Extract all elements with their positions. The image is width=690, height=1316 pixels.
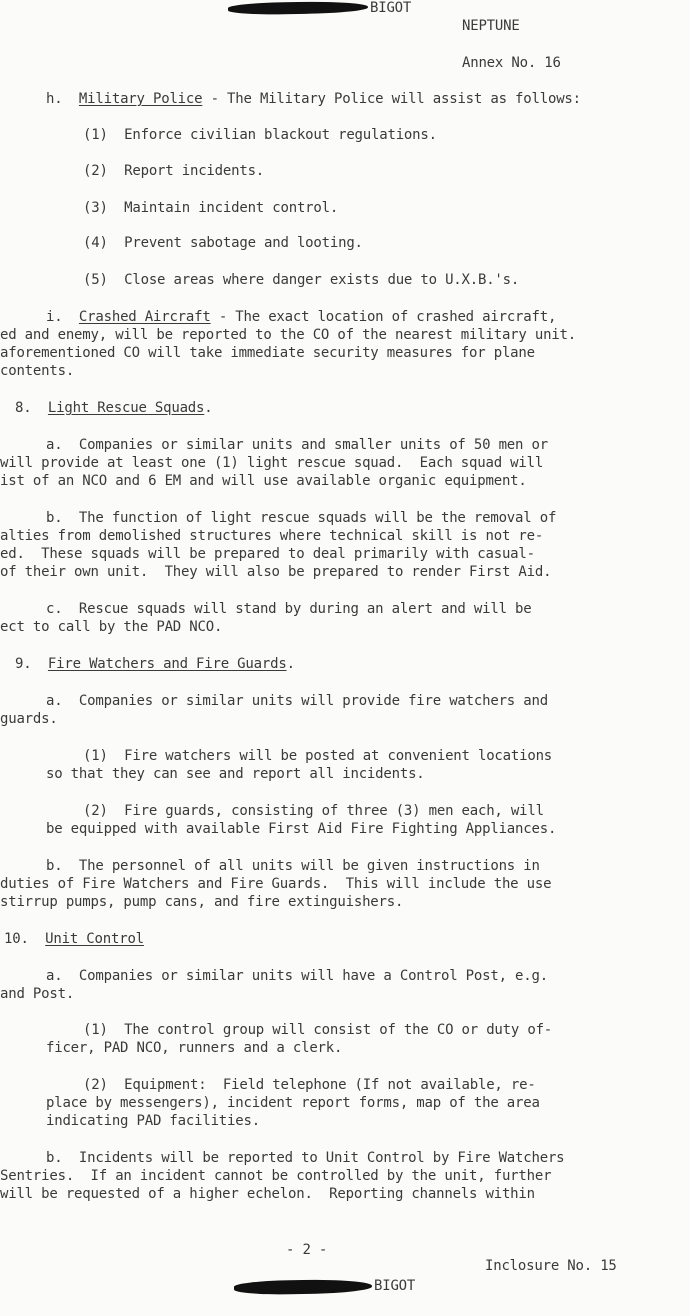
text-run: (2) Report incidents. bbox=[83, 163, 265, 179]
text-line-i-2 bbox=[0, 326, 576, 344]
text-run: of their own unit. They will also be prepared to render First Aid. bbox=[0, 564, 552, 580]
text-line-s9b-2 bbox=[0, 875, 551, 893]
text-run: - The Military Police will assist as follows: bbox=[202, 91, 581, 107]
text-run: - The exact location of crashed aircraft, bbox=[210, 309, 557, 325]
text-run: . bbox=[204, 400, 213, 416]
text-line-s10a-2 bbox=[0, 985, 74, 1003]
text-run: Sentries. If an incident cannot be controlled by the unit, further bbox=[0, 1168, 552, 1184]
text-run: place by messengers), incident report forms, map of the area bbox=[46, 1095, 540, 1111]
text-run: stirrup pumps, pump cans, and fire extinguishers. bbox=[0, 894, 404, 910]
text-run: indicating PAD facilities. bbox=[46, 1113, 260, 1129]
text-line-s9 bbox=[15, 655, 295, 673]
text-run: 10. bbox=[4, 931, 46, 947]
text-line-s9a2-2 bbox=[46, 820, 556, 838]
text-line-h-3 bbox=[83, 199, 338, 217]
text-line-h-2 bbox=[83, 162, 264, 180]
text-line-s8b-4 bbox=[0, 563, 551, 581]
page-number: - 2 - bbox=[286, 1242, 328, 1258]
text-line-s8a-2 bbox=[0, 454, 543, 472]
text-run: a. Companies or similar units will have a Control Post, e.g. bbox=[46, 968, 548, 984]
text-run: a. Companies or similar units and smaller units of 50 men or bbox=[46, 437, 548, 453]
text-line-s10a2-2 bbox=[46, 1094, 540, 1112]
text-run: ist of an NCO and 6 EM and will use available organic equipment. bbox=[0, 473, 527, 489]
text-run: guards. bbox=[0, 711, 58, 727]
section-heading: Fire Watchers and Fire Guards bbox=[47, 656, 287, 672]
text-line-s10a1-1 bbox=[83, 1021, 552, 1039]
text-line-s8a-1 bbox=[46, 436, 548, 454]
text-run: (1) Fire watchers will be posted at convenient locations bbox=[83, 748, 553, 764]
text-line-h-title bbox=[46, 90, 581, 108]
text-run: duties of Fire Watchers and Fire Guards. This will include the use bbox=[0, 876, 552, 892]
text-run: (3) Maintain incident control. bbox=[83, 200, 339, 216]
section-heading: Light Rescue Squads bbox=[47, 400, 205, 416]
text-line-s9a-1 bbox=[46, 692, 548, 710]
text-run: i. bbox=[46, 309, 79, 325]
text-run: contents. bbox=[0, 363, 75, 379]
text-run: c. Rescue squads will stand by during an alert and will be bbox=[46, 601, 532, 617]
text-line-h-1 bbox=[83, 126, 437, 144]
header-annex: Annex No. 16 bbox=[462, 55, 561, 71]
text-run: ect to call by the PAD NCO. bbox=[0, 619, 223, 635]
text-run: b. The personnel of all units will be given instructions in bbox=[46, 858, 540, 874]
text-run: will be requested of a higher echelon. Reporting channels within bbox=[0, 1186, 535, 1202]
section-heading: Military Police bbox=[78, 91, 203, 107]
text-line-s8b-1 bbox=[46, 509, 556, 527]
text-line-s9a-2 bbox=[0, 710, 58, 728]
text-line-s8b-2 bbox=[0, 527, 543, 545]
text-line-s8b-3 bbox=[0, 545, 535, 563]
text-run: (1) The control group will consist of the CO or duty of- bbox=[83, 1022, 553, 1038]
text-run: a. Companies or similar units will provide fire watchers and bbox=[46, 693, 548, 709]
footer-classification: BIGOT bbox=[374, 1278, 416, 1294]
header-operation: NEPTUNE bbox=[462, 18, 520, 34]
text-line-s9b-3 bbox=[0, 893, 403, 911]
text-run: aforementioned CO will take immediate security measures for plane bbox=[0, 345, 535, 361]
text-line-i-3 bbox=[0, 344, 535, 362]
text-line-s10a2-3 bbox=[46, 1112, 260, 1130]
text-line-s9a1-1 bbox=[83, 747, 552, 765]
text-run: be equipped with available First Aid Fire Fighting Appliances. bbox=[46, 821, 557, 837]
text-line-s10a1-2 bbox=[46, 1039, 342, 1057]
text-run: (5) Close areas where danger exists due to U.X.B.'s. bbox=[83, 272, 520, 288]
text-line-s10a2-1 bbox=[83, 1076, 536, 1094]
text-run: 8. bbox=[15, 400, 48, 416]
header-classification: BIGOT bbox=[370, 0, 412, 16]
text-line-s10 bbox=[4, 930, 144, 948]
text-line-s9a2-1 bbox=[83, 802, 544, 820]
text-run: (1) Enforce civilian blackout regulations. bbox=[83, 127, 437, 143]
text-line-h-4 bbox=[83, 234, 363, 252]
text-run: (4) Prevent sabotage and looting. bbox=[83, 235, 363, 251]
section-heading: Crashed Aircraft bbox=[78, 309, 211, 325]
text-run: b. The function of light rescue squads will be the removal of bbox=[46, 510, 557, 526]
text-line-i-4 bbox=[0, 362, 74, 380]
redaction-bar-top bbox=[228, 1, 368, 15]
text-line-s8 bbox=[15, 399, 213, 417]
text-run: 9. bbox=[15, 656, 48, 672]
text-line-s9b-1 bbox=[46, 857, 540, 875]
text-run: will provide at least one (1) light rescue squad. Each squad will bbox=[0, 455, 544, 471]
text-run: (2) Fire guards, consisting of three (3) men each, will bbox=[83, 803, 544, 819]
text-line-s9a1-2 bbox=[46, 765, 425, 783]
text-line-s8c-1 bbox=[46, 600, 532, 618]
text-line-s8a-3 bbox=[0, 472, 527, 490]
text-line-s8c-2 bbox=[0, 618, 222, 636]
text-line-s10b-1 bbox=[46, 1149, 564, 1167]
text-run: . bbox=[286, 656, 295, 672]
text-run: (2) Equipment: Field telephone (If not available, re- bbox=[83, 1077, 536, 1093]
text-run: and Post. bbox=[0, 986, 75, 1002]
text-line-s10b-2 bbox=[0, 1167, 551, 1185]
text-run: b. Incidents will be reported to Unit Control by Fire Watchers bbox=[46, 1150, 565, 1166]
text-line-s10b-3 bbox=[0, 1185, 535, 1203]
text-run: ficer, PAD NCO, runners and a clerk. bbox=[46, 1040, 343, 1056]
text-run: alties from demolished structures where technical skill is not re- bbox=[0, 528, 544, 544]
redaction-bar-bottom bbox=[234, 1279, 372, 1295]
text-run: h. bbox=[46, 91, 79, 107]
text-line-h-5 bbox=[83, 271, 519, 289]
inclosure-number: Inclosure No. 15 bbox=[485, 1258, 617, 1274]
text-run: ed and enemy, will be reported to the CO of the nearest military unit. bbox=[0, 327, 577, 343]
section-heading: Unit Control bbox=[45, 931, 144, 947]
text-run: so that they can see and report all incidents. bbox=[46, 766, 425, 782]
text-line-s10a-1 bbox=[46, 967, 548, 985]
text-run: ed. These squads will be prepared to deal primarily with casual- bbox=[0, 546, 535, 562]
text-line-i-1 bbox=[46, 308, 556, 326]
